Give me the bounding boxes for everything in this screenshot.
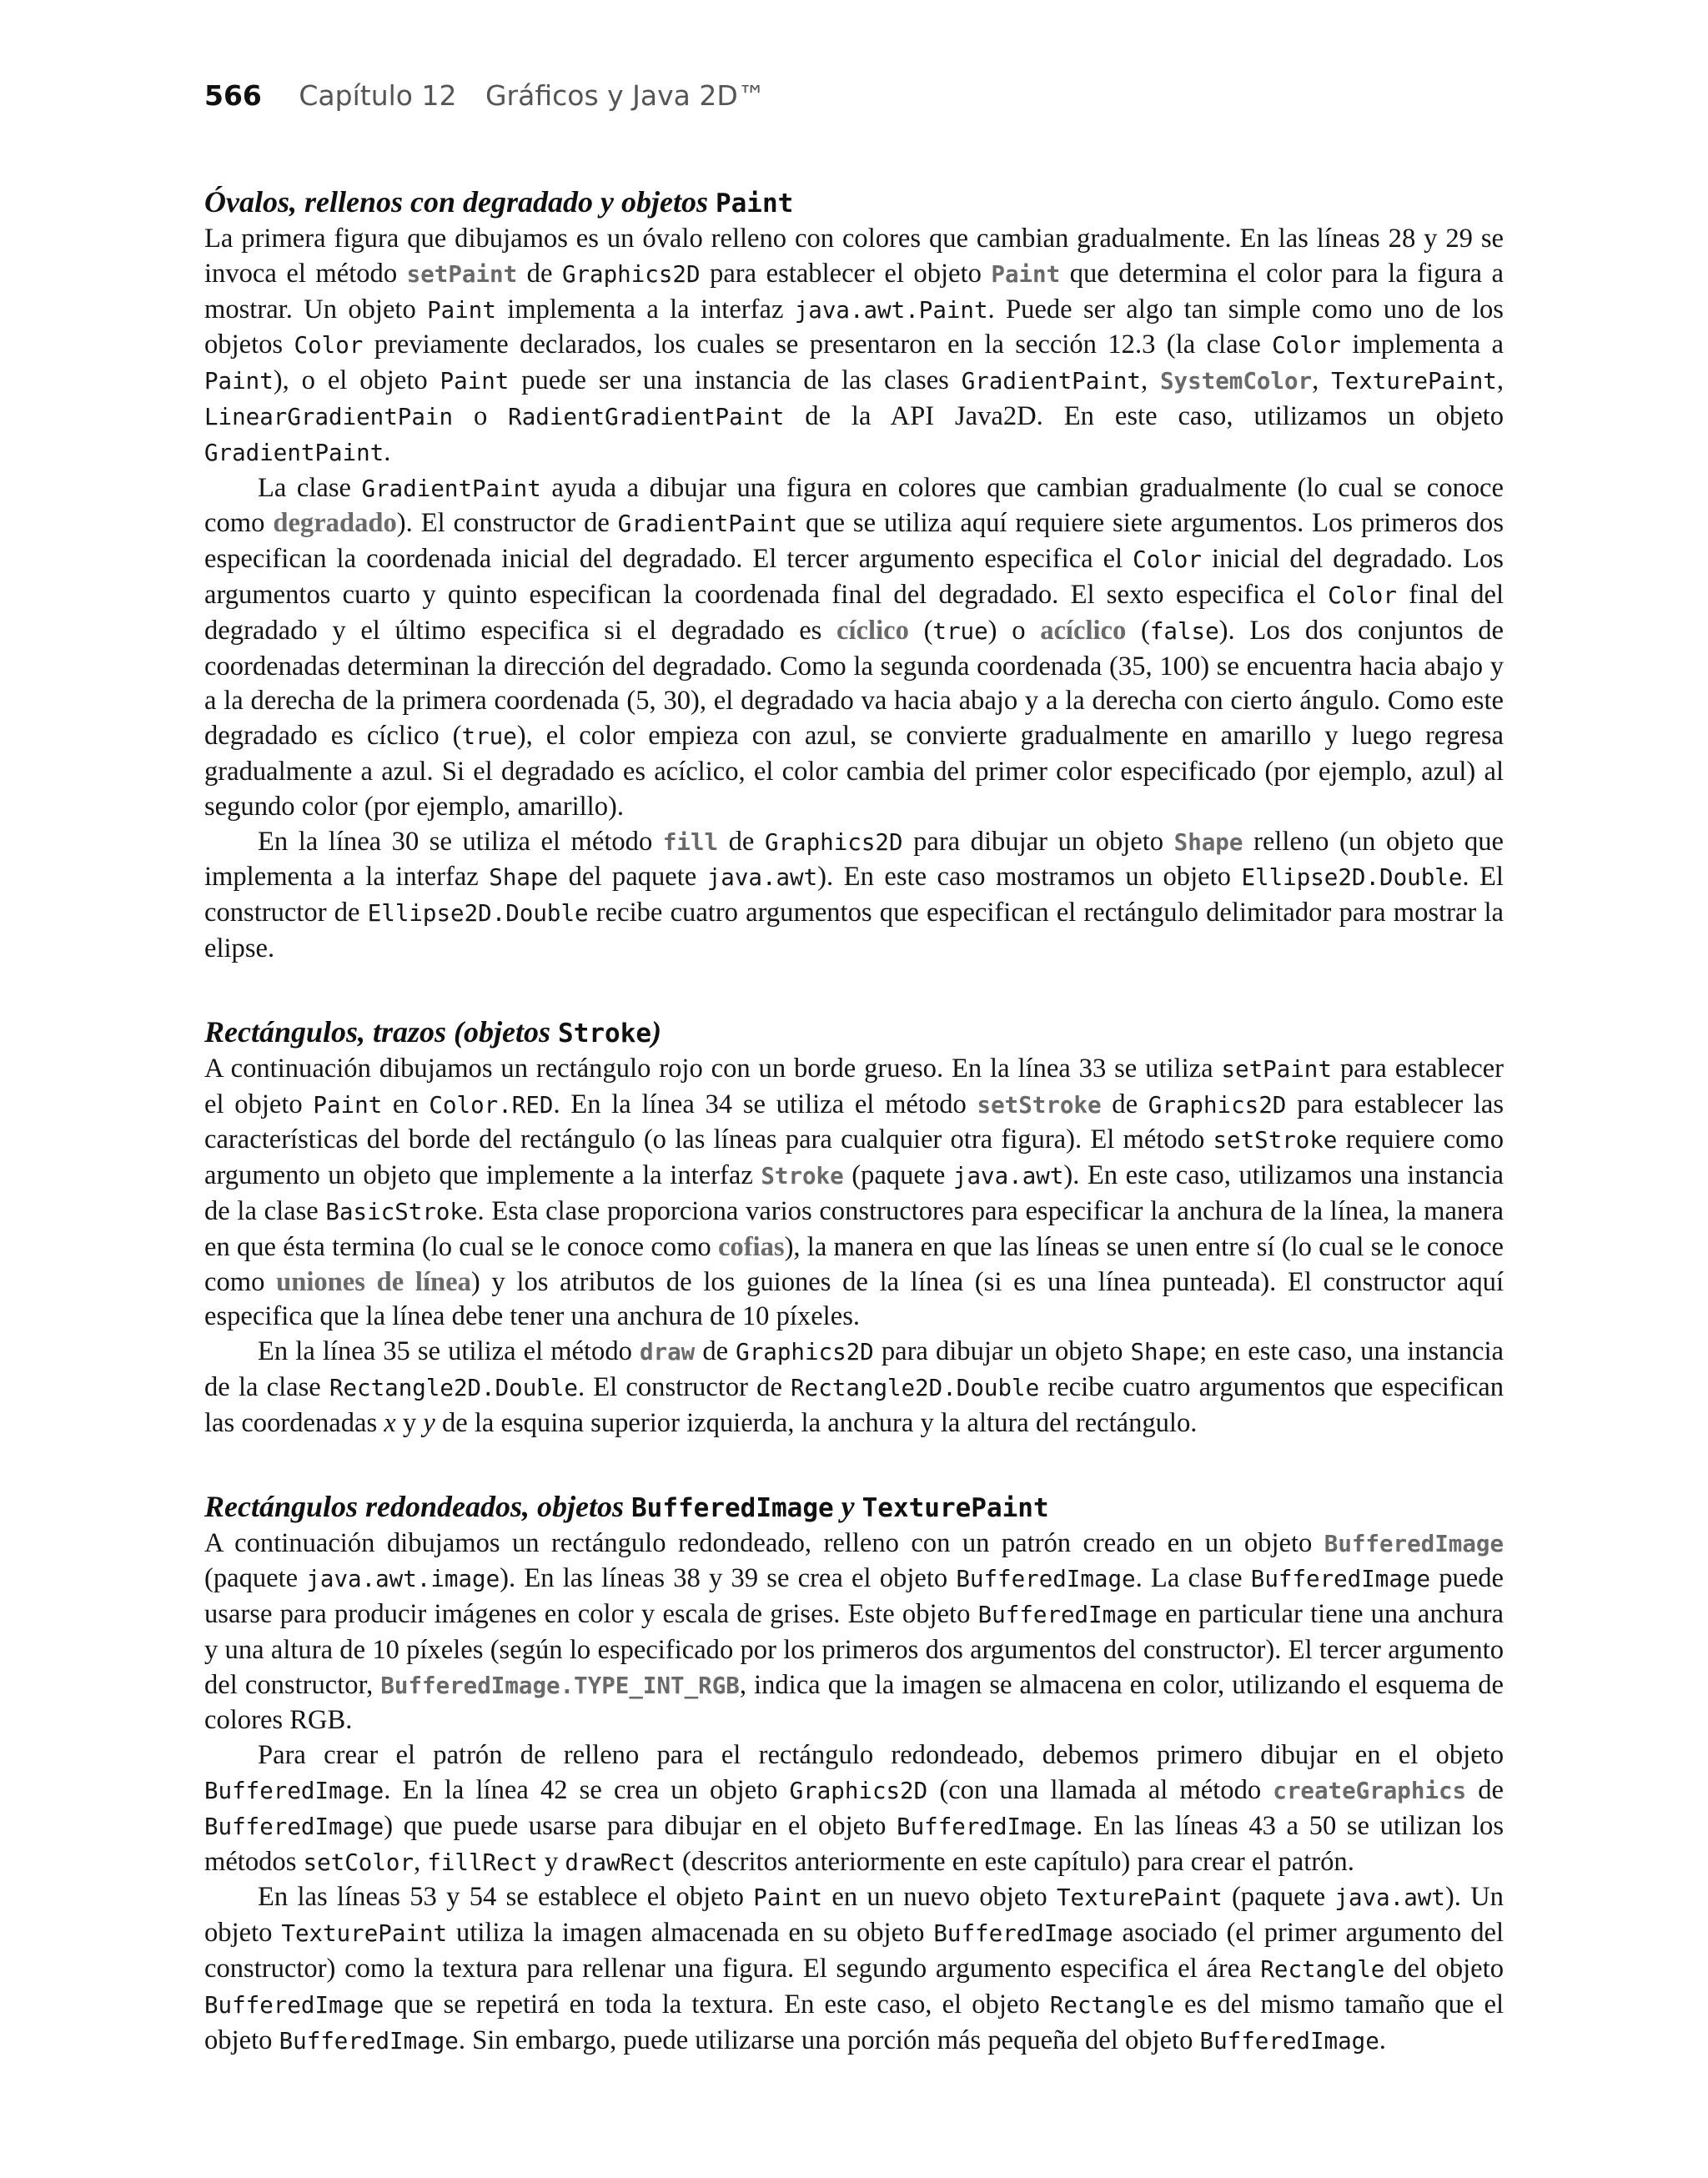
paragraph: A continuación dibujamos un rectángulo rojo con un borde grueso. En la línea 33 se utiliza setPaint para establecer el objeto Paint en Color.RED. En la línea 34 se utiliza el método setStroke de Graphics2D para establecer las características del borde del rectángulo (o las líneas para cualquier otra figura). El método setStroke requiere como argumento un objeto que implemente a la interfaz Stroke (paquete java.awt). En este caso, utilizamos una instancia de la clase BasicStroke. Esta clase proporciona varios constructores para especificar la anchura de la línea, la manera en que ésta termina (lo cual se le conoce como cofias), la manera en que las líneas se unen entre sí (lo cual se le conoce como uniones de línea) y los atributos de los guiones de la línea (si es una línea punteada). El constructor aquí especifica que la línea debe tener una anchura de 10 píxeles. [204, 1053, 1505, 1332]
section-ovals [204, 184, 1504, 967]
paragraph: La clase GradientPaint ayuda a dibujar una figura en colores que cambian gradualmente (lo cual se conoce como degradado). El constructor de GradientPaint que se utiliza aquí requiere siete argumentos. Los primeros dos especifican la coordenada inicial del degradado. El tercer argumento especifica el Color inicial del degradado. Los argumentos cuarto y quinto especifican la coordenada final del degradado. El sexto especifica el Color final del degradado y el último especifica si el degradado es cíclico (true) o acíclico (false). Los dos conjuntos de coordenadas determinan la dirección del degradado. Como la segunda coordenada (35, 100) se encuentra hacia abajo y a la derecha de la primera coordenada (5, 30), el degradado va hacia abajo y a la derecha con cierto ángulo. Como este degradado es cíclico (true), el color empieza con azul, se convierte gradualmente en amarillo y luego regresa gradualmente a azul. Si el degradado es acíclico, el color cambia del primer color especificado (por ejemplo, azul) al segundo color (por ejemplo, amarillo). [204, 472, 1504, 822]
section-heading: Rectángulos redondeados, objetos BufferedImage y TexturePaint [204, 1489, 1049, 1523]
paragraph: En la línea 35 se utiliza el método draw de Graphics2D para dibujar un objeto Shape; en este caso, una instancia de la clase Rectangle2D.Double. El constructor de Rectangle2D.Double recibe cuatro argumentos que especifican las coordenadas x y y de la esquina superior izquierda, la anchura y la altura del rectángulo. [204, 1336, 1505, 1438]
section-rectangles-strokes [204, 1014, 1504, 1441]
section-rounded-rectangles [204, 1488, 1504, 2060]
section-heading: Óvalos, rellenos con degradado y objetos Paint [204, 185, 794, 219]
running-head [204, 79, 766, 112]
page-number: 566 [204, 79, 262, 112]
chapter-label: Capítulo 12 [299, 79, 457, 112]
paragraph: En las líneas 53 y 54 se establece el objeto Paint en un nuevo objeto TexturePaint (paquete java.awt). Un objeto TexturePaint utiliza la imagen almacenada en su objeto BufferedImage asociado (el primer argumento del constructor) como la textura para rellenar una figura. El segundo argumento especifica el área Rectangle del objeto BufferedImage que se repetirá en toda la textura. En este caso, el objeto Rectangle es del mismo tamaño que el objeto BufferedImage. Sin embargo, puede utilizarse una porción más pequeña del objeto BufferedImage. [204, 1882, 1505, 2055]
paragraph: En la línea 30 se utiliza el método fill de Graphics2D para dibujar un objeto Shape relleno (un objeto que implementa a la interfaz Shape del paquete java.awt). En este caso mostramos un objeto Ellipse2D.Double. El constructor de Ellipse2D.Double recibe cuatro argumentos que especifican el rectángulo delimitador para mostrar la elipse. [204, 826, 1505, 963]
paragraph: La primera figura que dibujamos es un óvalo relleno con colores que cambian gradualmente. En las líneas 28 y 29 se invoca el método setPaint de Graphics2D para establecer el objeto Paint que determina el color para la figura a mostrar. Un objeto Paint implementa a la interfaz java.awt.Paint. Puede ser algo tan simple como uno de los objetos Color previamente declarados, los cuales se presentaron en la sección 12.3 (la clase Color implementa a Paint), o el objeto Paint puede ser una instancia de las clases GradientPaint, SystemColor, TexturePaint, LinearGradientPain o RadientGradientPaint de la API Java2D. En este caso, utilizamos un objeto GradientPaint. [204, 224, 1504, 467]
section-heading: Rectángulos, trazos (objetos Stroke) [204, 1014, 662, 1049]
chapter-title: Gráficos y Java 2D™ [485, 79, 766, 112]
paragraph: A continuación dibujamos un rectángulo redondeado, relleno con un patrón creado en un objeto BufferedImage (paquete java.awt.image). En las líneas 38 y 39 se crea el objeto BufferedImage. La clase BufferedImage puede usarse para producir imágenes en color y escala de grises. Este objeto BufferedImage en particular tiene una anchura y una altura de 10 píxeles (según lo especificado por los primeros dos argumentos del constructor). El tercer argumento del constructor, BufferedImage.TYPE_INT_RGB, indica que la imagen se almacena en color, utilizando el esquema de colores RGB. [204, 1527, 1505, 1736]
page-body [204, 184, 1504, 2059]
paragraph: Para crear el patrón de relleno para el rectángulo redondeado, debemos primero dibujar en el objeto BufferedImage. En la línea 42 se crea un objeto Graphics2D (con una llamada al método createGraphics de BufferedImage) que puede usarse para dibujar en el objeto BufferedImage. En las líneas 43 a 50 se utilizan los métodos setColor, fillRect y drawRect (descritos anteriormente en este capítulo) para crear el patrón. [204, 1740, 1504, 1877]
